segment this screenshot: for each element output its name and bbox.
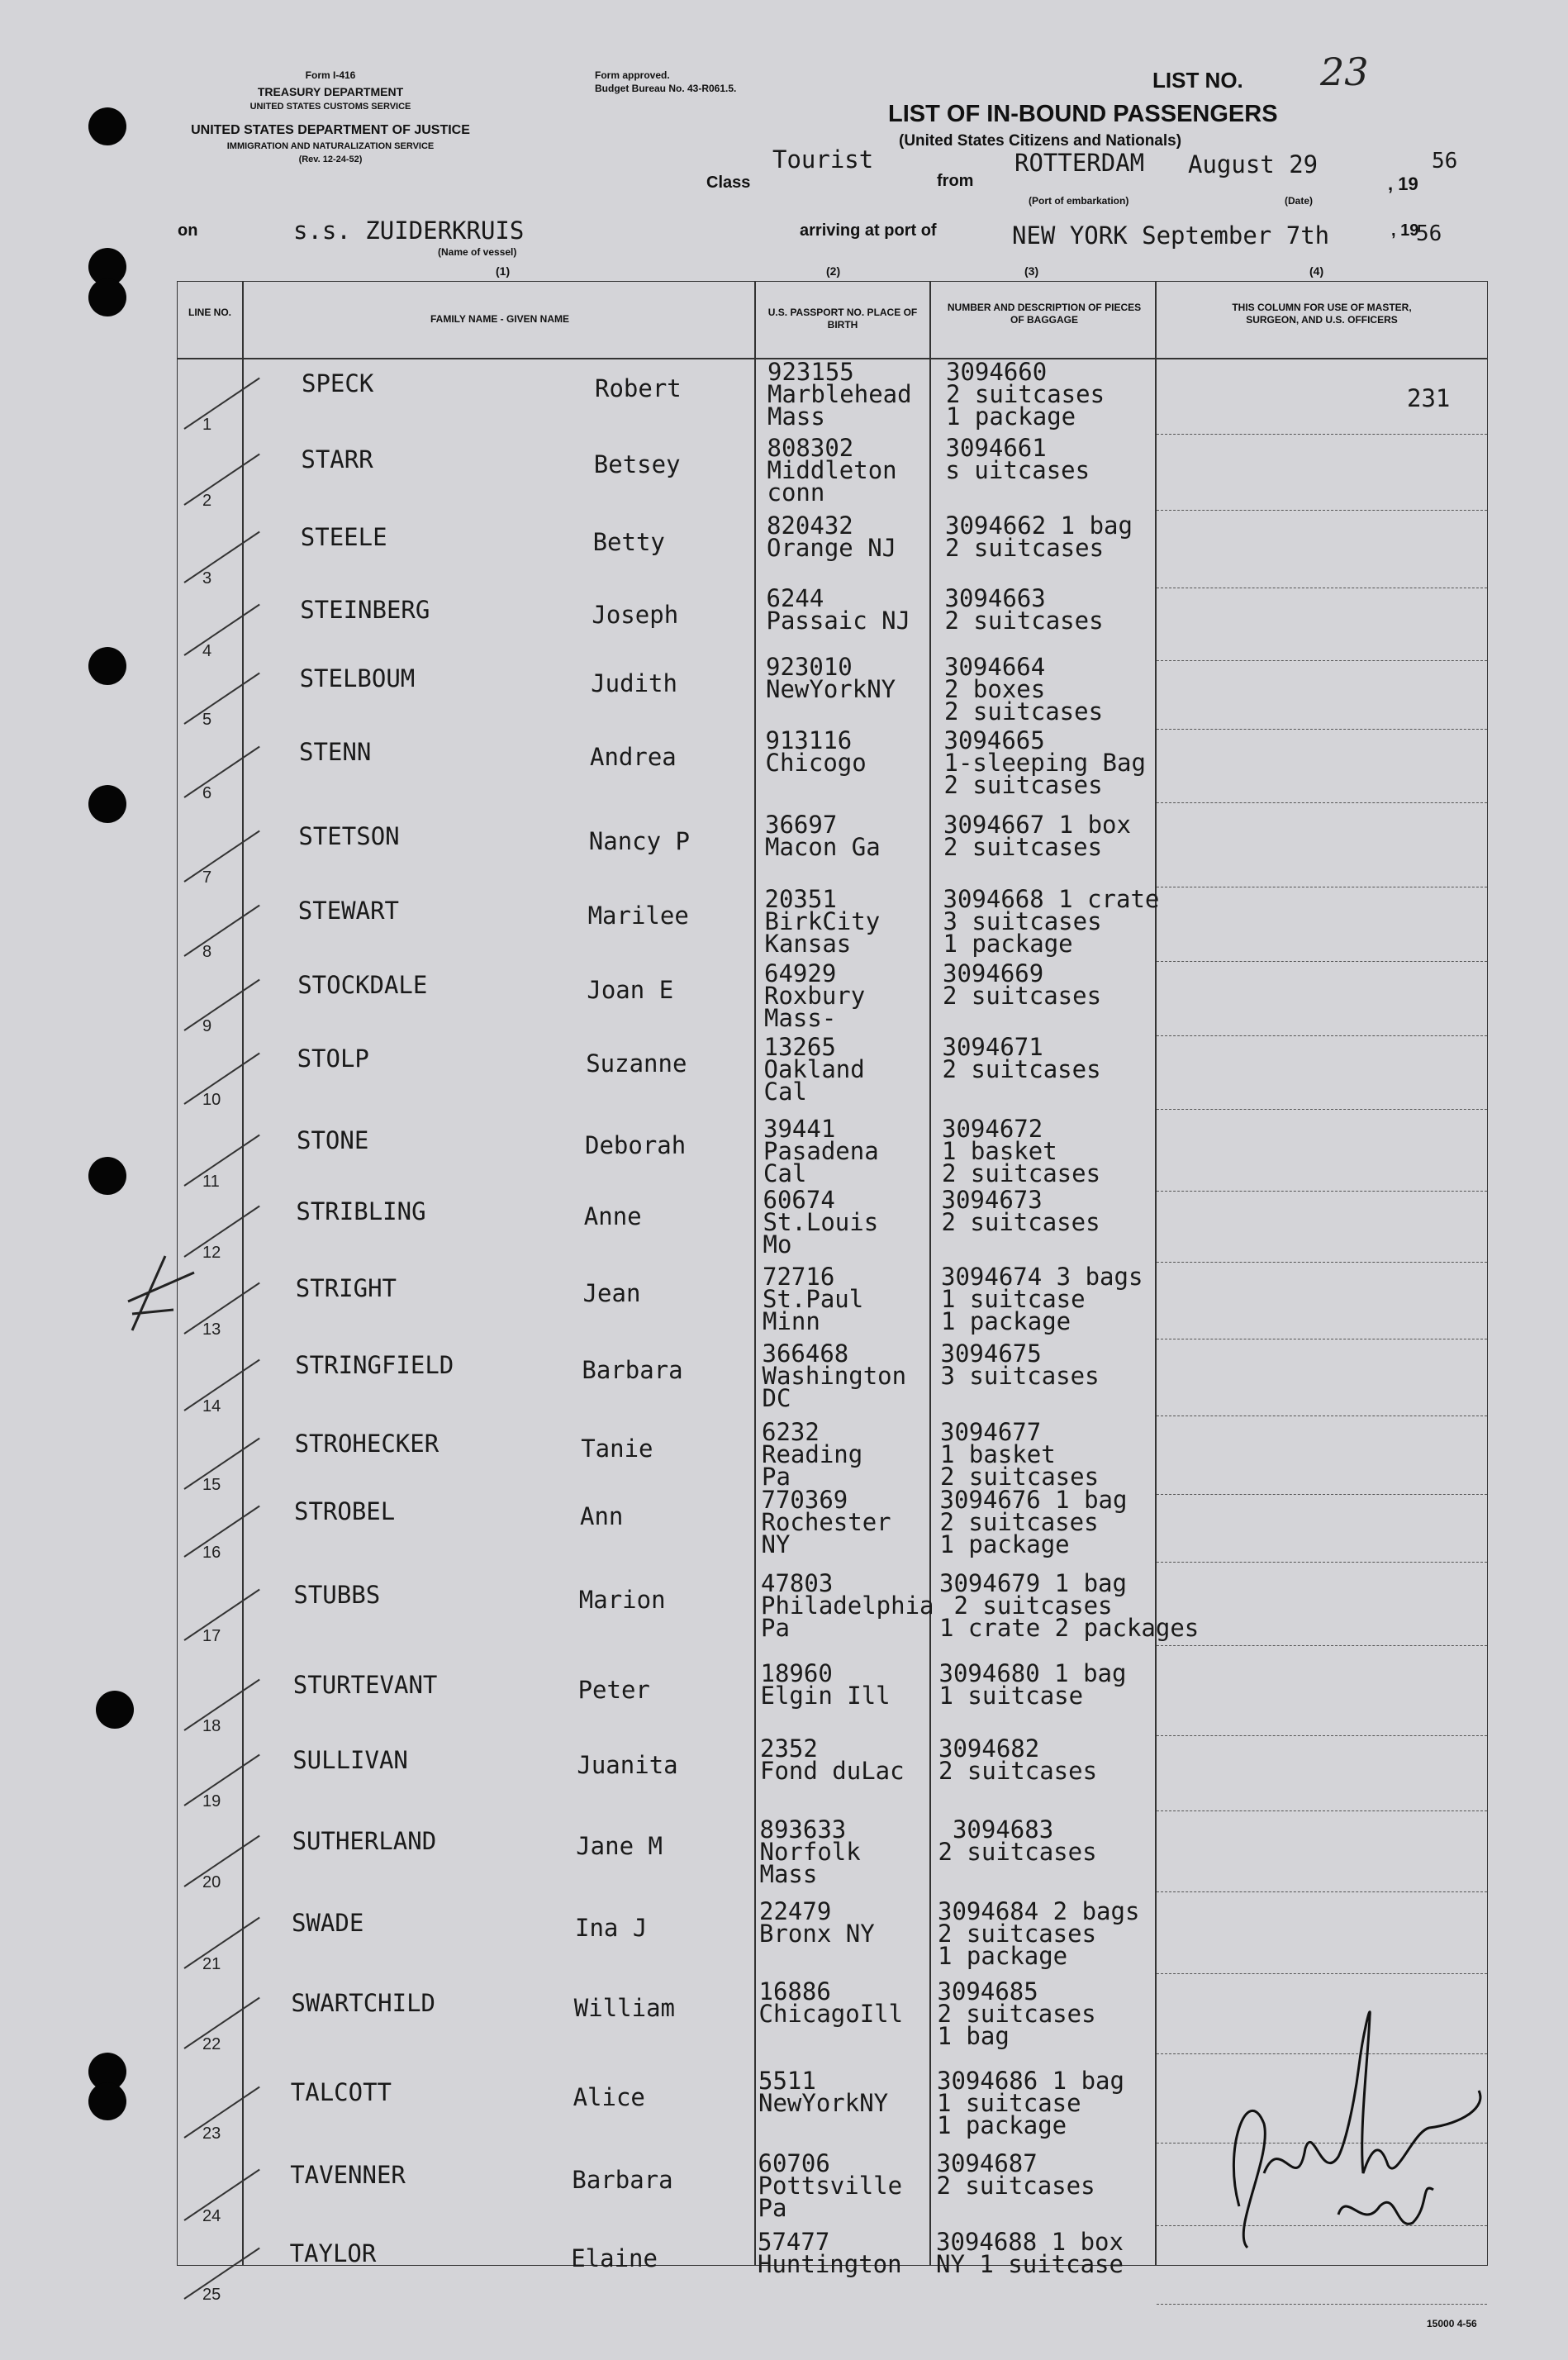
given-name: Judith xyxy=(591,669,677,697)
year-value: 56 xyxy=(1432,149,1458,174)
baggage-description: 3094672 1 basket 2 suitcases xyxy=(942,1115,1101,1187)
family-name: TAYLOR xyxy=(289,2239,377,2267)
baggage-description: 3094676 1 bag 2 suitcases 1 package xyxy=(939,1486,1128,1558)
passport-birthplace: 60674 St.Louis Mo xyxy=(763,1186,879,1259)
officer-column-ruling xyxy=(1157,802,1487,804)
vessel-name: s.s. ZUIDERKRUIS xyxy=(293,216,525,245)
checkoff-mark xyxy=(183,1997,259,2049)
baggage-description: 3094679 1 bag 2 suitcases 1 crate 2 packages xyxy=(939,1569,1200,1642)
baggage-description: 3094677 1 basket 2 suitcases xyxy=(940,1418,1100,1491)
checkoff-mark xyxy=(183,830,259,883)
family-name: STEWART xyxy=(297,897,400,925)
line-number: 17 xyxy=(202,1627,221,1645)
table-row xyxy=(178,726,1487,805)
family-name: STELBOUM xyxy=(299,664,416,692)
family-name: STOCKDALE xyxy=(297,971,428,999)
given-name: Barbara xyxy=(572,2166,673,2194)
binder-hole-4 xyxy=(88,647,126,685)
line-number: 8 xyxy=(202,943,212,961)
officer-column-ruling xyxy=(1157,1562,1487,1563)
line-number: 12 xyxy=(202,1244,221,1262)
checkoff-mark xyxy=(183,673,259,725)
year-prefix: , 19 xyxy=(1388,174,1418,194)
binder-hole-9 xyxy=(88,2082,126,2120)
signature-text xyxy=(1223,2231,1226,2232)
baggage-description: 3094661 s uitcases xyxy=(945,434,1090,484)
given-name: Marilee xyxy=(587,902,689,930)
table-row xyxy=(178,1659,1487,1738)
column-number-1: (1) xyxy=(496,264,511,278)
checkoff-mark xyxy=(183,2248,259,2300)
given-name: Andrea xyxy=(590,743,677,771)
family-name: SUTHERLAND xyxy=(292,1827,437,1855)
line-number: 13 xyxy=(202,1320,221,1339)
family-name: STOLP xyxy=(297,1044,369,1073)
passport-birthplace: 57477 Huntington xyxy=(758,2228,902,2278)
vessel-caption: (Name of vessel) xyxy=(438,246,517,258)
baggage-description: 3094680 1 bag 1 suitcase xyxy=(938,1659,1127,1710)
table-row xyxy=(178,959,1487,1038)
checkoff-mark xyxy=(183,1438,259,1490)
table-row xyxy=(178,1115,1487,1193)
passport-birthplace: 6244 Passaic NJ xyxy=(766,584,911,635)
line-number: 19 xyxy=(202,1792,221,1810)
given-name: Anne xyxy=(583,1202,642,1230)
table-row xyxy=(178,885,1487,964)
revision-date: (Rev. 12-24-52) xyxy=(298,155,363,164)
baggage-description: 3094669 2 suitcases xyxy=(943,959,1102,1010)
check-mark xyxy=(116,1248,207,1339)
table-row xyxy=(178,1815,1487,1894)
family-name: SPECK xyxy=(302,369,374,397)
passport-birthplace: 13265 Oakland Cal xyxy=(763,1033,865,1106)
family-name: SWARTCHILD xyxy=(291,1989,435,2017)
checkoff-mark xyxy=(183,454,259,506)
table-row xyxy=(178,511,1487,590)
customs-service: UNITED STATES CUSTOMS SERVICE xyxy=(249,102,411,112)
arrival-year-prefix: , 19 xyxy=(1391,221,1419,240)
header-line-no: LINE NO. xyxy=(188,307,231,318)
given-name: Ann xyxy=(580,1502,624,1530)
passport-birthplace: 923155 Marblehead Mass xyxy=(767,358,912,431)
table-row xyxy=(178,811,1487,889)
line-number: 22 xyxy=(202,2035,221,2053)
baggage-description: 3094684 2 bags 2 suitcases 1 package xyxy=(938,1897,1140,1970)
checkoff-mark xyxy=(183,1359,259,1411)
family-name: STEELE xyxy=(300,523,387,551)
given-name: Joseph xyxy=(592,601,679,629)
family-name: SULLIVAN xyxy=(292,1746,408,1774)
passport-birthplace: 16886 ChicagoIll xyxy=(758,1977,904,2028)
officer-column-ruling xyxy=(1157,1891,1487,1893)
baggage-description: 3094664 2 boxes 2 suitcases xyxy=(944,653,1104,726)
family-name: STENN xyxy=(299,738,372,766)
form-number: Form I-416 xyxy=(305,69,356,81)
officer-column-ruling xyxy=(1157,1416,1487,1417)
family-name: STRINGFIELD xyxy=(295,1351,454,1379)
given-name: Elaine xyxy=(571,2244,658,2272)
family-name: STEINBERG xyxy=(300,596,430,624)
binder-hole-6 xyxy=(88,1157,126,1195)
family-name: STONE xyxy=(297,1126,369,1154)
checkoff-mark xyxy=(183,1754,259,1806)
line-number: 25 xyxy=(202,2286,221,2304)
given-name: Nancy P xyxy=(588,827,691,855)
baggage-description: 3094674 3 bags 1 suitcase 1 package xyxy=(941,1263,1143,1335)
line-number: 23 xyxy=(202,2124,221,2143)
line-number: 5 xyxy=(202,711,212,729)
line-number: 6 xyxy=(202,784,212,802)
baggage-description: 3094688 1 box NY 1 suitcase xyxy=(936,2228,1124,2278)
table-row xyxy=(178,653,1487,731)
footer-print-code: 15000 4-56 xyxy=(1427,2318,1477,2329)
treasury-department: TREASURY DEPARTMENT xyxy=(257,85,404,98)
passport-birthplace: 913116 Chicogo xyxy=(765,726,867,777)
line-number: 2 xyxy=(202,492,212,510)
officer-column-ruling xyxy=(1157,1810,1487,1812)
header-baggage: NUMBER AND DESCRIPTION OF PIECES OF BAGGAGE xyxy=(947,302,1142,326)
given-name: Robert xyxy=(595,374,682,402)
from-label: from xyxy=(937,172,974,190)
family-name: STETSON xyxy=(298,822,400,850)
given-name: Jane M xyxy=(576,1832,663,1860)
class-label: Class xyxy=(706,174,751,192)
given-name: Ina J xyxy=(575,1914,648,1942)
list-no-label: LIST NO. xyxy=(1152,68,1243,93)
passport-birthplace: 893633 Norfolk Mass xyxy=(759,1815,861,1888)
family-name: STUBBS xyxy=(293,1581,381,1609)
budget-bureau: Budget Bureau No. 43-R061.5. xyxy=(595,83,737,94)
passport-birthplace: 770369 Rochester NY xyxy=(761,1486,891,1558)
table-row xyxy=(178,1486,1487,1564)
header-name: FAMILY NAME - GIVEN NAME xyxy=(430,313,570,325)
passport-birthplace: 22479 Bronx NY xyxy=(759,1897,875,1948)
family-name: TALCOTT xyxy=(290,2078,392,2106)
passport-birthplace: 64929 Roxbury Mass- xyxy=(764,959,866,1032)
officer-column-ruling xyxy=(1157,1973,1487,1975)
arrival-year: 56 xyxy=(1416,221,1442,246)
table-row xyxy=(178,1418,1487,1496)
given-name: Barbara xyxy=(582,1356,683,1384)
line-number: 3 xyxy=(202,569,212,588)
family-name: TAVENNER xyxy=(290,2161,406,2189)
baggage-description: 3094663 2 suitcases xyxy=(944,584,1104,635)
column-number-4: (4) xyxy=(1309,264,1324,278)
passport-birthplace: 2352 Fond duLac xyxy=(760,1734,905,1785)
document-title: LIST OF IN-BOUND PASSENGERS xyxy=(888,101,1278,127)
baggage-description: 3094683 2 suitcases xyxy=(938,1815,1097,1866)
passport-birthplace: 39441 Pasadena Cal xyxy=(763,1115,879,1187)
family-name: STARR xyxy=(301,445,373,473)
checkoff-mark xyxy=(183,1053,259,1105)
arriving-label: arriving at port of xyxy=(800,221,937,240)
given-name: Betsey xyxy=(593,450,681,478)
family-name: STROHECKER xyxy=(294,1430,440,1458)
passport-birthplace: 5511 NewYorkNY xyxy=(758,2067,889,2117)
baggage-description: 3094682 2 suitcases xyxy=(938,1734,1098,1785)
given-name: William xyxy=(573,1994,676,2022)
binder-hole-5 xyxy=(88,785,126,823)
officer-notes: 231 xyxy=(1407,384,1451,412)
given-name: Alice xyxy=(573,2083,645,2111)
table-row xyxy=(178,1734,1487,1813)
baggage-description: 3094671 2 suitcases xyxy=(942,1033,1101,1083)
passport-birthplace: 20351 BirkCity Kansas xyxy=(764,885,881,958)
baggage-description: 3094687 2 suitcases xyxy=(936,2149,1095,2200)
checkoff-mark xyxy=(183,378,259,430)
checkoff-mark xyxy=(183,979,259,1031)
line-number: 20 xyxy=(202,1873,221,1891)
baggage-description: 3094675 3 suitcases xyxy=(940,1339,1100,1390)
checkoff-mark xyxy=(183,1679,259,1731)
given-name: Deborah xyxy=(585,1131,687,1159)
family-name: STROBEL xyxy=(294,1497,396,1525)
given-name: Marion xyxy=(578,1586,666,1614)
officer-column-ruling xyxy=(1157,1645,1487,1647)
given-name: Betty xyxy=(592,528,665,556)
handwritten-signature xyxy=(1214,1983,1512,2264)
header-passport: U.S. PASSPORT NO. PLACE OF BIRTH xyxy=(767,307,918,331)
line-number: 7 xyxy=(202,868,212,887)
header-officers: THIS COLUMN FOR USE OF MASTER, SURGEON, AND U.S. OFFICERS xyxy=(1232,302,1412,326)
form-approved: Form approved. xyxy=(595,69,670,81)
department-of-justice: UNITED STATES DEPARTMENT OF JUSTICE xyxy=(191,123,470,137)
checkoff-mark xyxy=(183,905,259,957)
passport-birthplace: 366468 Washington DC xyxy=(762,1339,907,1412)
line-number: 11 xyxy=(202,1173,220,1191)
table-row xyxy=(178,1186,1487,1264)
table-row xyxy=(178,1263,1487,1341)
given-name: Tanie xyxy=(581,1435,653,1463)
on-label: on xyxy=(178,221,198,240)
baggage-description: 3094673 2 suitcases xyxy=(941,1186,1100,1236)
given-name: Joan E xyxy=(587,976,674,1004)
immigration-service: IMMIGRATION AND NATURALIZATION SERVICE xyxy=(226,141,435,151)
checkoff-mark xyxy=(183,1135,259,1187)
line-number: 1 xyxy=(202,416,212,434)
passport-birthplace: 6232 Reading Pa xyxy=(762,1418,863,1491)
baggage-description: 3094686 1 bag 1 suitcase 1 package xyxy=(937,2067,1124,2139)
port-caption: (Port of embarkation) xyxy=(1029,195,1129,207)
class-value: Tourist xyxy=(772,145,874,174)
passport-birthplace: 47803 Philadelphia Pa xyxy=(761,1569,934,1642)
given-name: Juanita xyxy=(577,1751,678,1779)
line-number: 9 xyxy=(202,1017,212,1035)
binder-hole-7 xyxy=(96,1691,134,1729)
line-number: 14 xyxy=(202,1397,221,1416)
embarkation-date: August 29 xyxy=(1188,150,1319,178)
baggage-description: 3094660 2 suitcases 1 package xyxy=(946,358,1105,431)
checkoff-mark xyxy=(183,746,259,798)
family-name: STRIBLING xyxy=(296,1197,426,1225)
list-number: 23 xyxy=(1320,50,1369,94)
column-number-2: (2) xyxy=(826,264,841,278)
given-name: Jean xyxy=(582,1279,641,1307)
table-row xyxy=(178,1897,1487,1976)
passport-birthplace: 72716 St.Paul Minn xyxy=(763,1263,864,1335)
passenger-table xyxy=(177,281,1488,2304)
baggage-description: 3094668 1 crate 3 suitcases 1 package xyxy=(943,885,1160,958)
family-name: SWADE xyxy=(292,1909,364,1937)
line-number: 21 xyxy=(202,1955,221,1973)
line-number: 10 xyxy=(202,1091,221,1109)
checkoff-mark xyxy=(183,604,259,656)
checkoff-mark xyxy=(183,1589,259,1641)
table-row xyxy=(178,584,1487,663)
family-name: STURTEVANT xyxy=(292,1671,438,1699)
table-row xyxy=(178,1569,1487,1648)
given-name: Peter xyxy=(577,1676,650,1704)
table-row xyxy=(178,1033,1487,1111)
table-row xyxy=(178,358,1487,436)
officer-column-ruling xyxy=(1157,1109,1487,1111)
checkoff-mark xyxy=(183,2169,259,2221)
passport-birthplace: 808302 Middleton conn xyxy=(767,434,897,507)
port-of-embarkation: ROTTERDAM xyxy=(1014,149,1145,177)
line-number: 4 xyxy=(202,642,212,660)
arrival-port-date: NEW YORK September 7th xyxy=(1012,221,1330,250)
baggage-description: 3094685 2 suitcases 1 bag xyxy=(937,1977,1096,2050)
table-row xyxy=(178,1339,1487,1418)
passport-birthplace: 60706 Pottsville Pa xyxy=(758,2149,903,2222)
checkoff-mark xyxy=(183,531,259,583)
baggage-description: 3094665 1-sleeping Bag 2 suitcases xyxy=(943,726,1146,799)
checkoff-mark xyxy=(183,1835,259,1887)
passport-birthplace: 36697 Macon Ga xyxy=(765,811,881,861)
passport-birthplace: 820432 Orange NJ xyxy=(767,511,897,562)
binder-hole-3 xyxy=(88,278,126,316)
officer-column-ruling xyxy=(1157,2304,1487,2305)
given-name: Suzanne xyxy=(586,1049,687,1078)
line-number: 16 xyxy=(202,1544,221,1562)
checkoff-mark xyxy=(183,1917,259,1969)
checkoff-mark xyxy=(183,1506,259,1558)
line-number: 18 xyxy=(202,1717,221,1735)
baggage-description: 3094662 1 bag 2 suitcases xyxy=(945,511,1133,562)
column-number-3: (3) xyxy=(1024,264,1039,278)
baggage-description: 3094667 1 box 2 suitcases xyxy=(943,811,1131,861)
date-caption: (Date) xyxy=(1285,195,1314,207)
table-row xyxy=(178,434,1487,512)
line-number: 24 xyxy=(202,2207,221,2225)
passport-birthplace: 18960 Elgin Ill xyxy=(760,1659,891,1710)
binder-hole-1 xyxy=(88,107,126,145)
passport-birthplace: 923010 NewYorkNY xyxy=(766,653,896,703)
family-name: STRIGHT xyxy=(295,1274,397,1302)
document-subtitle: (United States Citizens and Nationals) xyxy=(899,132,1182,150)
checkoff-mark xyxy=(183,2086,259,2139)
line-number: 15 xyxy=(202,1476,221,1494)
